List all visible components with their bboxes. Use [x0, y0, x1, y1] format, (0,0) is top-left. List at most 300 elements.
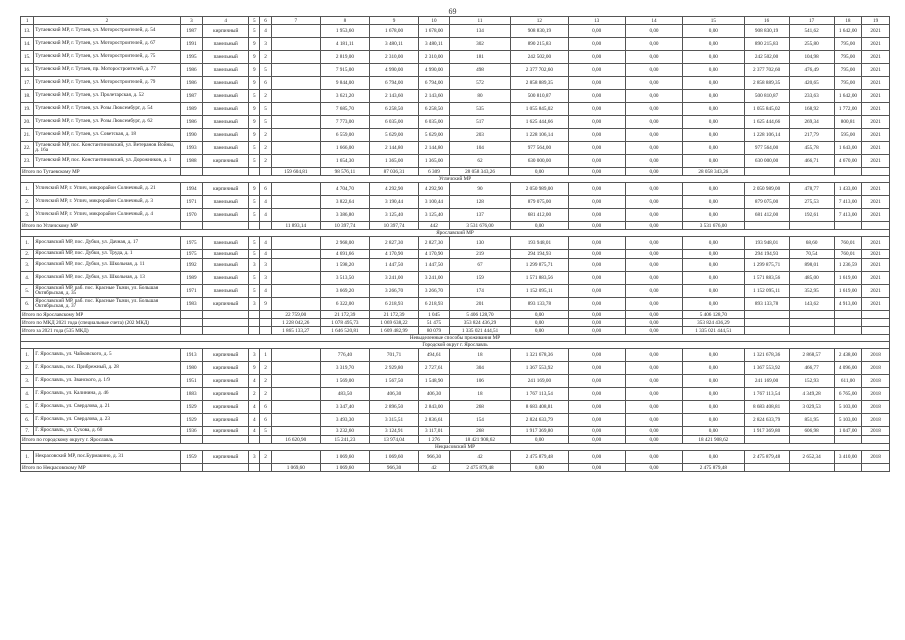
table-cell: панельный	[203, 116, 249, 129]
table-cell: 1975	[180, 237, 203, 250]
table-cell: 5	[249, 17, 260, 25]
table-cell: 795,00	[834, 64, 862, 77]
table-cell: 0,00	[683, 142, 744, 155]
table-cell: 2021	[862, 142, 890, 155]
table-cell: 168,92	[789, 103, 834, 116]
table-cell: 7 915,00	[320, 64, 369, 77]
table-cell	[271, 414, 320, 427]
table-cell: 104	[449, 142, 510, 155]
table-row	[21, 183, 890, 196]
table-cell: 4 691,66	[320, 250, 369, 259]
table-cell	[862, 436, 890, 444]
table-cell: Г. Ярославль, ул. Калинина, д. 46	[34, 388, 180, 401]
table-cell: 517	[449, 116, 510, 129]
table-cell: 3	[260, 259, 271, 272]
table-cell: 10	[419, 17, 450, 25]
table-cell: 0,00	[625, 272, 682, 285]
table-cell: 51 475	[419, 319, 450, 327]
table-cell: 3	[249, 259, 260, 272]
table-cell: 1 654,30	[320, 155, 369, 168]
table-cell: 1971	[180, 285, 203, 298]
table-cell: 0,00	[568, 272, 625, 285]
table-cell: 0,00	[568, 25, 625, 38]
table-cell: 6 035,00	[419, 116, 450, 129]
table-cell: Тутаевский МР, г. Тутаев, ул. Моторостроителей, д. 54	[34, 25, 180, 38]
table-cell: Тутаевский МР, г. Тутаев, ул. Пролетарская, д. 52	[34, 90, 180, 103]
table-cell: 0,00	[568, 129, 625, 142]
table-cell: 15	[683, 17, 744, 25]
table-cell: 595,00	[834, 129, 862, 142]
table-row	[21, 90, 890, 103]
table-cell: Тутаевский МР, г. Тутаев, пр. Моторостроителей, д. 77	[34, 64, 180, 77]
table-cell: кирпичный	[203, 183, 249, 196]
table-cell: 1 625 444,66	[744, 116, 789, 129]
table-row	[21, 155, 890, 168]
table-cell: 18	[834, 17, 862, 25]
table-cell: 1987	[180, 25, 203, 38]
table-cell: 1 548,90	[419, 375, 450, 388]
table-cell: 1 865 133,27	[271, 327, 320, 335]
table-cell: 1929	[180, 401, 203, 414]
table-cell: 800,81	[834, 116, 862, 129]
table-cell: 3 669,20	[320, 285, 369, 298]
table-cell: 5	[249, 142, 260, 155]
table-cell	[862, 222, 890, 230]
table-cell	[271, 129, 320, 142]
table-cell: 1980	[180, 362, 203, 375]
table-cell: 152,93	[789, 375, 834, 388]
table-cell: 879 075,00	[511, 196, 568, 209]
table-cell: 0,00	[625, 327, 682, 335]
table-row	[21, 272, 890, 285]
table-cell: Ярославский МР, пос. Дубки, ул. Школьная, д. 13	[34, 272, 180, 285]
table-cell: 137	[449, 209, 510, 222]
table-cell: 19	[862, 17, 890, 25]
table-cell: 5 406 128,70	[449, 311, 510, 319]
table-cell: 8 683 408,81	[744, 401, 789, 414]
table-cell	[249, 327, 260, 335]
table-cell: 6	[260, 414, 271, 427]
table-cell	[249, 464, 260, 472]
table-cell: 268	[449, 427, 510, 436]
table-cell	[862, 327, 890, 335]
table-row	[21, 414, 890, 427]
table-cell: 9	[249, 362, 260, 375]
table-cell: 28 058 343,26	[449, 168, 510, 176]
table-cell: 1936	[180, 427, 203, 436]
table-cell: 1 321 678,36	[511, 349, 568, 362]
table-cell: 217,79	[789, 129, 834, 142]
table-cell: 2	[260, 90, 271, 103]
table-cell: 9	[260, 298, 271, 311]
table-cell: 1 642,00	[834, 90, 862, 103]
table-cell: 500 810,87	[744, 90, 789, 103]
table-cell: 9	[249, 77, 260, 90]
table-cell: 3 124,91	[369, 427, 418, 436]
table-cell: 8 683 408,81	[511, 401, 568, 414]
table-cell: 193 948,01	[511, 237, 568, 250]
table-cell: 0,00	[511, 168, 568, 176]
table-row	[21, 129, 890, 142]
table-cell: 630 000,00	[511, 155, 568, 168]
table-cell: кирпичный	[203, 349, 249, 362]
table-cell: 0,00	[683, 349, 744, 362]
table-cell: 0,00	[683, 90, 744, 103]
table-cell: 21 172,39	[320, 311, 369, 319]
table-cell: 4 670,00	[834, 155, 862, 168]
table-row	[21, 250, 890, 259]
table-cell: 498	[449, 64, 510, 77]
table-cell: 2021	[862, 116, 890, 129]
table-cell	[789, 168, 834, 176]
table-cell: 1 447,50	[419, 259, 450, 272]
total-row	[21, 222, 890, 230]
table-cell: 5.	[21, 285, 34, 298]
table-cell: 7 685,70	[320, 103, 369, 116]
table-cell: 2.	[21, 362, 34, 375]
table-cell: Итого по Угличскому МР	[21, 222, 181, 230]
table-cell	[744, 222, 789, 230]
table-cell: 2021	[862, 259, 890, 272]
table-cell	[744, 464, 789, 472]
table-cell: Ярославский МР, пос. Дубки, ул. Труда, д. 1	[34, 250, 180, 259]
table-cell: Итого за 2021 года (535 МКД)	[21, 327, 181, 335]
table-cell	[260, 168, 271, 176]
table-cell: Г. Ярославль, ул. Званского, д. 1/9	[34, 375, 180, 388]
table-cell: 0,00	[625, 25, 682, 38]
table-cell: 0,00	[511, 436, 568, 444]
table-cell: 1 276	[419, 436, 450, 444]
table-cell: 3 266,70	[369, 285, 418, 298]
table-cell: 611,00	[834, 375, 862, 388]
table-cell: 3 029,53	[789, 401, 834, 414]
table-cell: 98 576,11	[320, 168, 369, 176]
table-cell: 3.	[21, 209, 34, 222]
total-row	[21, 464, 890, 472]
table-cell: 2	[260, 51, 271, 64]
table-cell: 485,00	[789, 272, 834, 285]
table-cell: 2 827,30	[369, 237, 418, 250]
table-cell: кирпичный	[203, 401, 249, 414]
table-cell: 3 410,00	[834, 451, 862, 464]
table-cell: панельный	[203, 250, 249, 259]
total-row	[21, 327, 890, 335]
table-row	[21, 51, 890, 64]
table-cell: 455,78	[789, 142, 834, 155]
table-cell: 130	[449, 237, 510, 250]
table-cell: 2 475 879,48	[449, 464, 510, 472]
table-cell: Тутаевский МР, г. Тутаев, ул. Советская, д. 18	[34, 129, 180, 142]
table-cell: панельный	[203, 103, 249, 116]
table-cell: 1 625 444,66	[511, 116, 568, 129]
table-cell: 0,00	[625, 414, 682, 427]
table-cell: 5	[249, 196, 260, 209]
table-cell: 0,00	[568, 319, 625, 327]
table-row	[21, 196, 890, 209]
table-cell: 19.	[21, 103, 34, 116]
table-cell: 23.	[21, 155, 34, 168]
table-cell	[834, 168, 862, 176]
table-cell: 4 292,90	[369, 183, 418, 196]
table-cell: 2	[260, 375, 271, 388]
table-cell: 2 727,61	[419, 362, 450, 375]
table-cell: панельный	[203, 51, 249, 64]
table-cell: 2 819,00	[320, 51, 369, 64]
table-cell	[249, 319, 260, 327]
table-cell: 630 000,00	[744, 155, 789, 168]
table-cell: 2018	[862, 401, 890, 414]
table-cell: 1989	[180, 272, 203, 285]
table-cell: 7 773,00	[320, 116, 369, 129]
table-cell: 128	[449, 196, 510, 209]
table-cell: 0,00	[568, 436, 625, 444]
table-cell: 0,00	[683, 427, 744, 436]
table-cell	[271, 116, 320, 129]
table-cell: 4 170,90	[369, 250, 418, 259]
table-cell: 5	[249, 155, 260, 168]
table-cell	[834, 327, 862, 335]
table-cell: 1 953,60	[320, 25, 369, 38]
table-cell	[271, 427, 320, 436]
page-number: 69	[448, 7, 457, 16]
table-cell	[260, 464, 271, 472]
table-cell: 219	[449, 250, 510, 259]
table-cell: 0,00	[625, 168, 682, 176]
table-cell: Итого по Ярославскому МР	[21, 311, 181, 319]
table-cell: 1 433,00	[834, 183, 862, 196]
table-cell: 6 218,93	[369, 298, 418, 311]
table-cell: 9	[249, 129, 260, 142]
table-cell: 966,30	[419, 451, 450, 464]
table-cell: 0,00	[568, 285, 625, 298]
table-cell: 159 604,81	[271, 168, 320, 176]
table-cell: Итого по Некрасовскому МР	[21, 464, 181, 472]
table-cell: 2 144,80	[419, 142, 450, 155]
table-cell	[271, 250, 320, 259]
table-cell: 795,00	[834, 38, 862, 51]
table-cell: 9	[249, 103, 260, 116]
table-cell: 2 968,00	[320, 237, 369, 250]
table-cell: 3.	[21, 375, 34, 388]
table-cell: 494,61	[419, 349, 450, 362]
table-cell: 1986	[180, 64, 203, 77]
table-cell: 681 412,00	[744, 209, 789, 222]
table-cell: 2018	[862, 414, 890, 427]
table-cell: 1 335 021 444,51	[449, 327, 510, 335]
table-cell: 0,00	[625, 77, 682, 90]
table-cell: 851,95	[789, 414, 834, 427]
table-cell: панельный	[203, 64, 249, 77]
table-cell: 1 045	[419, 311, 450, 319]
table-cell: 104,98	[789, 51, 834, 64]
table-cell: Ярославский МР	[21, 230, 890, 237]
table-cell: 9	[249, 51, 260, 64]
table-cell	[789, 222, 834, 230]
table-cell: 2021	[862, 77, 890, 90]
table-cell: 7 413,00	[834, 209, 862, 222]
table-cell	[834, 319, 862, 327]
total-row	[21, 311, 890, 319]
table-cell: Г. Ярославль, пос. Прибрежный, д. 28	[34, 362, 180, 375]
table-cell: 0,00	[568, 414, 625, 427]
table-cell: 0,00	[683, 77, 744, 90]
table-cell: кирпичный	[203, 388, 249, 401]
table-row	[21, 116, 890, 129]
table-cell: 893 133,78	[744, 298, 789, 311]
table-cell: 17.	[21, 77, 34, 90]
table-cell: 294 194,93	[511, 250, 568, 259]
table-cell: 294 194,93	[744, 250, 789, 259]
table-cell	[260, 311, 271, 319]
table-cell	[180, 464, 203, 472]
table-cell: 4 292,90	[419, 183, 450, 196]
table-cell	[249, 311, 260, 319]
table-cell: 11	[449, 17, 510, 25]
table-cell: 1 646 520,81	[320, 327, 369, 335]
section-band-row	[21, 342, 890, 349]
table-cell: 3	[249, 451, 260, 464]
table-cell: 0,00	[625, 319, 682, 327]
table-cell: Тутаевский МР, пос. Константиновский, ул. Ветеранов Войны, д. 16а	[34, 142, 180, 155]
table-cell: 1 678,00	[419, 25, 450, 38]
table-cell: панельный	[203, 77, 249, 90]
table-cell: 0,00	[625, 436, 682, 444]
table-cell: 0,00	[568, 209, 625, 222]
table-cell: Городской округ г. Ярославль	[21, 342, 890, 349]
table-cell: 22 759,00	[271, 311, 320, 319]
table-cell: 6 258,50	[419, 103, 450, 116]
table-cell: Ярославский МР, раб. пос. Красные Ткачи, ул. Большая Октябрьская, д. 35	[34, 285, 180, 298]
table-cell	[271, 142, 320, 155]
table-cell	[271, 38, 320, 51]
table-cell: 2 143,60	[369, 90, 418, 103]
table-cell: 0,00	[683, 414, 744, 427]
table-cell: 1992	[180, 259, 203, 272]
table-cell: 353 824 436,29	[683, 319, 744, 327]
table-cell: 2 377 702,60	[511, 64, 568, 77]
table-cell	[789, 311, 834, 319]
table-cell: 1 571 883,56	[511, 272, 568, 285]
table-cell: 3 232,60	[320, 427, 369, 436]
table-cell: 6 218,93	[419, 298, 450, 311]
table-cell: 21.	[21, 129, 34, 142]
table-cell: 1.	[21, 451, 34, 464]
table-cell: кирпичный	[203, 155, 249, 168]
table-cell: 0,00	[683, 388, 744, 401]
table-cell: 1 917 369,80	[511, 427, 568, 436]
table-cell: 3 621,20	[320, 90, 369, 103]
table-cell	[180, 436, 203, 444]
table-cell: 879 075,00	[744, 196, 789, 209]
table-cell: 0,00	[568, 38, 625, 51]
table-cell: 1 078 495,73	[320, 319, 369, 327]
table-cell: 2021	[862, 183, 890, 196]
table-cell: 0,00	[683, 259, 744, 272]
table-cell: 0,00	[625, 237, 682, 250]
table-cell: 4	[260, 196, 271, 209]
table-cell: 0,00	[511, 464, 568, 472]
table-cell: 68,60	[789, 237, 834, 250]
table-cell: 2	[260, 142, 271, 155]
table-cell: 268	[449, 401, 510, 414]
table-cell: 0,00	[568, 196, 625, 209]
table-cell: Г. Ярославль, ул. Чайковского, д. 5	[34, 349, 180, 362]
table-cell: 0,00	[683, 25, 744, 38]
table-cell: 0,00	[625, 362, 682, 375]
table-cell: 5	[249, 250, 260, 259]
table-cell: 42	[419, 464, 450, 472]
table-cell: 1 367 553,92	[511, 362, 568, 375]
table-cell: 4 913,00	[834, 298, 862, 311]
table-cell: панельный	[203, 285, 249, 298]
table-cell: Тутаевский МР, г. Тутаев, ул. Моторостроителей, д. 75	[34, 51, 180, 64]
table-cell: 192,61	[789, 209, 834, 222]
table-cell: панельный	[203, 142, 249, 155]
table-cell: 4	[249, 414, 260, 427]
table-cell: 4	[249, 401, 260, 414]
table-cell: 5 629,00	[419, 129, 450, 142]
table-cell: 5.	[21, 401, 34, 414]
table-cell: 1 767 113,54	[744, 388, 789, 401]
table-cell: 18	[449, 349, 510, 362]
table-cell: 1 772,00	[834, 103, 862, 116]
table-cell: 1970	[180, 209, 203, 222]
table-cell: 3 822,64	[320, 196, 369, 209]
table-cell: 18 421 908,62	[449, 436, 510, 444]
table-cell: 15 241,23	[320, 436, 369, 444]
section-band-row	[21, 335, 890, 342]
table-cell: 1975	[180, 250, 203, 259]
table-cell: 80	[449, 90, 510, 103]
section-band-row	[21, 176, 890, 183]
table-cell: 241 169,00	[744, 375, 789, 388]
table-cell: 1 055 845,02	[511, 103, 568, 116]
table-cell	[271, 259, 320, 272]
table-cell: 106	[449, 375, 510, 388]
table-cell: 1991	[180, 38, 203, 51]
table-cell: 0,00	[683, 116, 744, 129]
table-cell	[271, 349, 320, 362]
table-cell: 2 868,57	[789, 349, 834, 362]
table-cell: 7.	[21, 427, 34, 436]
table-cell: 0,00	[568, 183, 625, 196]
table-cell: 4.	[21, 272, 34, 285]
table-cell: 3 266,70	[419, 285, 450, 298]
table-cell: 3	[249, 298, 260, 311]
table-cell: кирпичный	[203, 298, 249, 311]
table-cell	[834, 464, 862, 472]
table-cell: 0,00	[625, 298, 682, 311]
table-cell	[744, 327, 789, 335]
table-cell: 174	[449, 285, 510, 298]
table-cell: 0,00	[568, 116, 625, 129]
table-cell: 3 480,11	[419, 38, 450, 51]
table-cell: панельный	[203, 129, 249, 142]
table-cell	[789, 436, 834, 444]
table-cell	[203, 168, 249, 176]
table-row	[21, 142, 890, 155]
table-cell: 3 347,40	[320, 401, 369, 414]
table-cell: 0,00	[625, 285, 682, 298]
table-cell: 0,00	[625, 401, 682, 414]
table-cell: 0,00	[625, 142, 682, 155]
table-cell: 6 322,00	[320, 298, 369, 311]
table-cell: 1.	[21, 183, 34, 196]
table-cell: 1 567,50	[369, 375, 418, 388]
table-cell: 241 169,00	[511, 375, 568, 388]
table-cell: 3	[180, 17, 203, 25]
housing-repair-table	[20, 16, 890, 472]
